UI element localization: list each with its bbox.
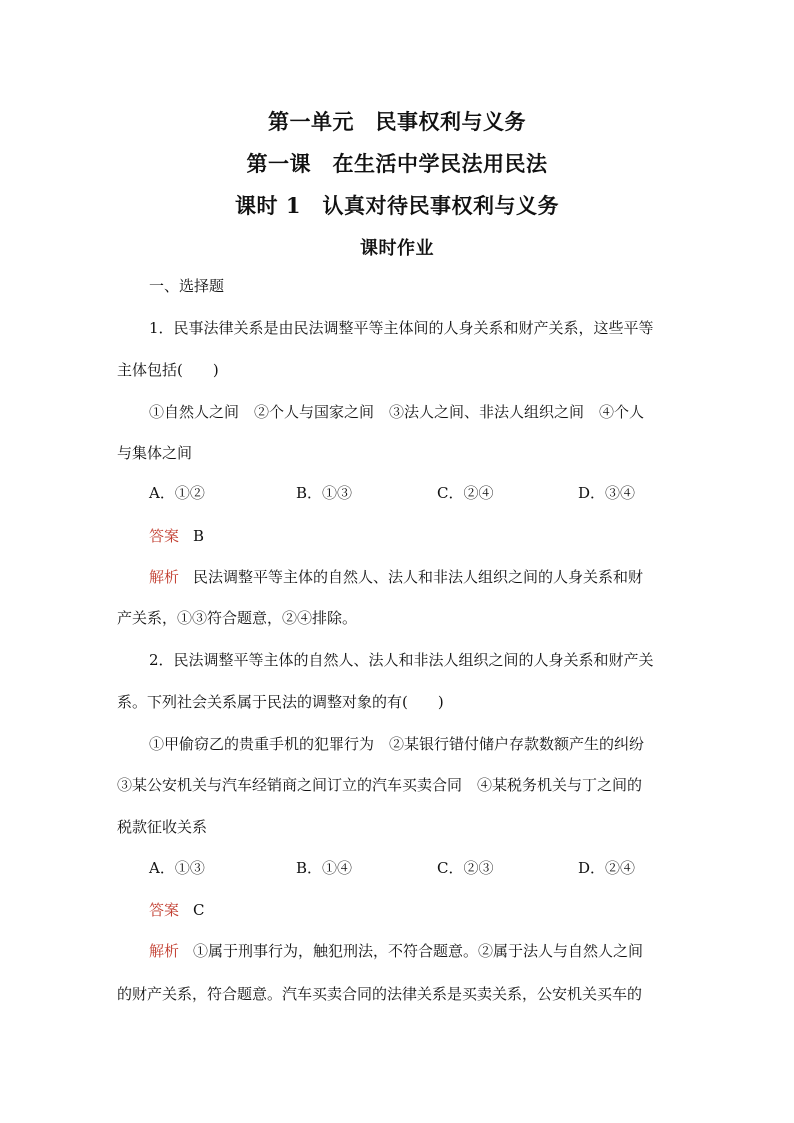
q2-option-d: D．②④ xyxy=(578,859,636,877)
q2-items-line1: ①甲偷窃乙的贵重手机的犯罪行为 ②某银行错付储户存款数额产生的纠纷 xyxy=(149,735,645,753)
q2-option-a: A．①③ xyxy=(149,859,205,877)
q2-analysis-line1 xyxy=(149,941,714,961)
q2-answer xyxy=(149,900,714,920)
section-heading: 一、选择题 xyxy=(149,277,225,295)
q2-analysis-line2: 的财产关系，符合题意。汽车买卖合同的法律关系是买卖关系，公安机关买车的 xyxy=(117,985,643,1003)
analysis-label: 解析 xyxy=(149,568,180,586)
q1-option-c: C．②④ xyxy=(437,484,494,502)
q1-answer xyxy=(149,526,714,546)
q1-option-a: A．①② xyxy=(149,484,205,502)
q2-stem-line2: 系。下列社会关系属于民法的调整对象的有( ) xyxy=(117,693,444,711)
q2-answer-value: C xyxy=(193,901,205,919)
q1-answer-value: B xyxy=(193,527,205,545)
q2-items-line3: 税款征收关系 xyxy=(117,818,208,836)
q1-analysis-text1: 民法调整平等主体的自然人、法人和非法人组织之间的人身关系和财 xyxy=(193,568,644,586)
homework-title: 课时作业 xyxy=(360,238,434,259)
q1-analysis-line1 xyxy=(149,567,714,587)
period-title: 课时 1 认真对待民事权利与义务 xyxy=(235,193,559,218)
q1-items-line2: 与集体之间 xyxy=(117,444,193,462)
q1-stem-line1: 1．民事法律关系是由民法调整平等主体间的人身关系和财产关系，这些平等 xyxy=(149,319,654,337)
q2-option-b: B．①④ xyxy=(296,859,353,877)
q1-stem-line2: 主体包括( ) xyxy=(117,361,219,379)
q1-option-d: D．③④ xyxy=(578,484,636,502)
answer-label: 答案 xyxy=(149,527,180,545)
q2-items-line2: ③某公安机关与汽车经销商之间订立的汽车买卖合同 ④某税务机关与丁之间的 xyxy=(117,776,643,794)
q2-stem-line1: 2．民法调整平等主体的自然人、法人和非法人组织之间的人身关系和财产关 xyxy=(149,651,654,669)
q2-analysis-text1: ①属于刑事行为，触犯刑法，不符合题意。②属于法人与自然人之间 xyxy=(193,942,644,960)
q1-items-line1: ①自然人之间 ②个人与国家之间 ③法人之间、非法人组织之间 ④个人 xyxy=(149,403,645,421)
analysis-label: 解析 xyxy=(149,942,180,960)
unit-title: 第一单元 民事权利与义务 xyxy=(268,109,526,134)
answer-label: 答案 xyxy=(149,901,180,919)
q2-option-c: C．②③ xyxy=(437,859,494,877)
q1-option-b: B．①③ xyxy=(296,484,353,502)
q1-analysis-line2: 产关系，①③符合题意，②④排除。 xyxy=(117,609,358,627)
lesson-title: 第一课 在生活中学民法用民法 xyxy=(246,151,548,176)
